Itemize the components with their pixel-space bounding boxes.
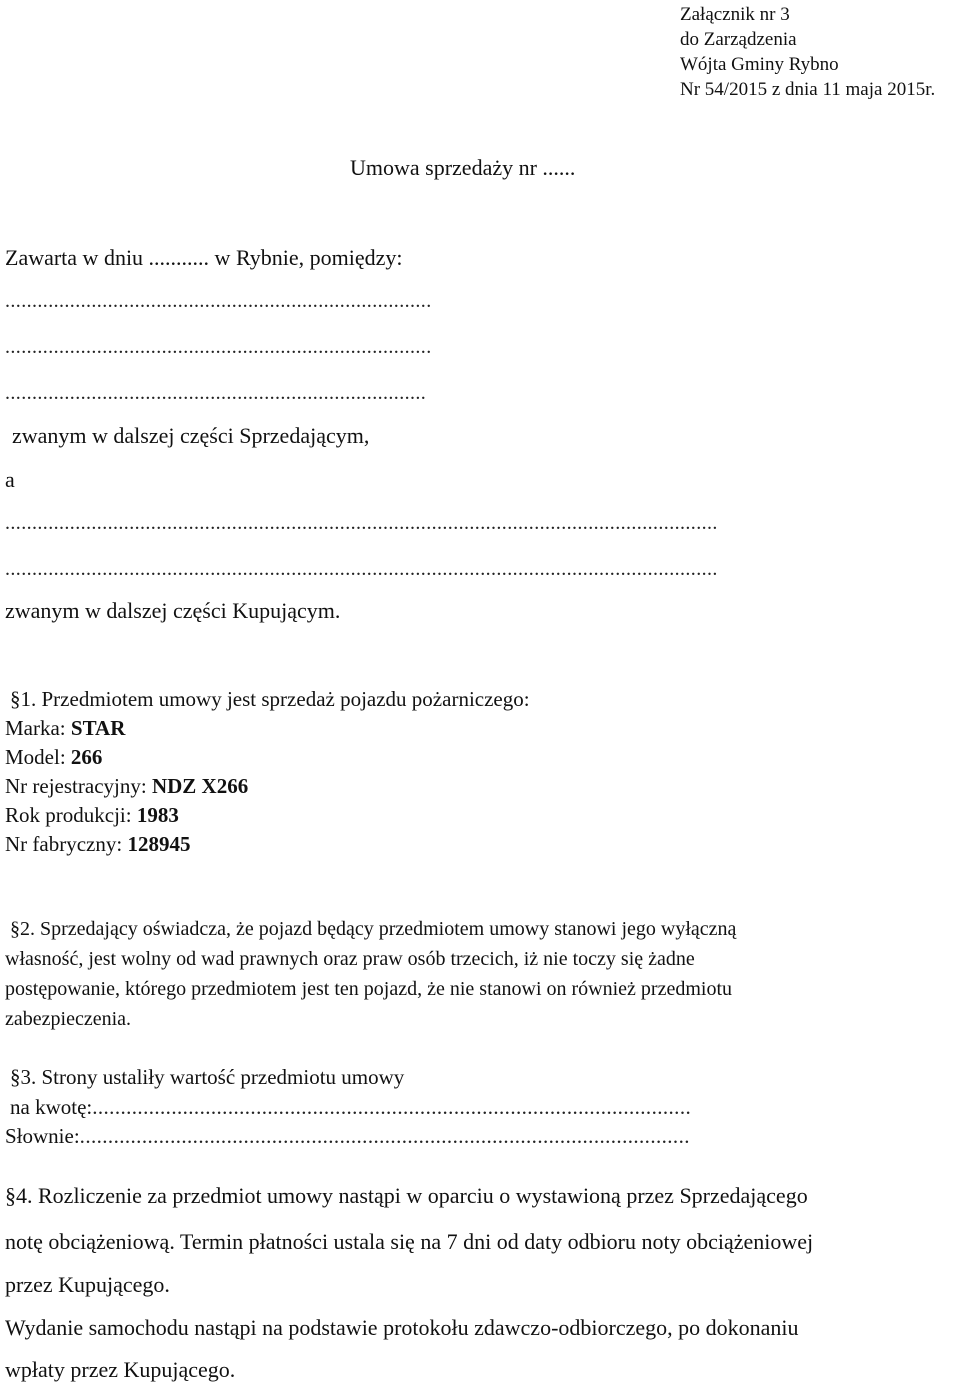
vehicle-year (5, 803, 179, 828)
vehicle-serial-value: 128945 (127, 832, 191, 856)
section-2-line-2: własność, jest wolny od wad prawnych oraz praw osób trzecich, iż nie toczy się żadne (5, 948, 695, 970)
vehicle-year-value: 1983 (136, 803, 179, 827)
vehicle-make-value: STAR (70, 716, 126, 740)
section-4-line-4: Wydanie samochodu nastąpi na podstawie protokołu zdawczo-odbiorczego, po dokonaniu (5, 1315, 799, 1340)
vehicle-registration-value: NDZ X266 (151, 774, 249, 798)
seller-line-2: ............................................................................... (5, 336, 432, 358)
conjunction: a (5, 467, 15, 492)
vehicle-registration (5, 774, 248, 799)
amount-words-label: Słownie: (5, 1124, 80, 1148)
attachment-order: do Zarządzenia (680, 29, 797, 50)
vehicle-make-label: Marka: (5, 716, 71, 740)
buyer-role: zwanym w dalszej części Kupującym. (5, 598, 341, 623)
vehicle-model-value: 266 (70, 745, 103, 769)
section-4-line-1: §4. Rozliczenie za przedmiot umowy nastąpi w oparciu o wystawioną przez Sprzedającego (5, 1183, 808, 1208)
section-3-heading: §3. Strony ustaliły wartość przedmiotu umowy (10, 1065, 405, 1089)
section-4-line-2: notę obciążeniową. Termin płatności ustala się na 7 dni od daty odbioru noty obciążeniowej (5, 1229, 814, 1254)
vehicle-serial (5, 832, 190, 857)
section-2-line-3: postępowanie, którego przedmiotem jest ten pojazd, że nie stanowi on również przedmiotu (5, 978, 733, 1000)
section-4-line-3: przez Kupującego. (5, 1272, 170, 1297)
seller-role: zwanym w dalszej części Sprzedającym, (12, 423, 370, 448)
seller-line-1: ............................................................................... (5, 290, 432, 312)
section-2-line-1: §2. Sprzedający oświadcza, że pojazd będący przedmiotem umowy stanowi jego wyłączną (10, 918, 737, 940)
amount-words-row (5, 1124, 690, 1149)
amount-row (10, 1095, 691, 1120)
vehicle-model (5, 745, 102, 770)
amount-blank: .......................................................................................................... (92, 1095, 692, 1119)
section-4-line-5: wpłaty przez Kupującego. (5, 1357, 236, 1382)
vehicle-registration-label: Nr rejestracyjny: (5, 774, 152, 798)
buyer-line-2: .................................................................................................................................... (5, 558, 718, 580)
section-2-line-4: zabezpieczenia. (5, 1008, 132, 1030)
vehicle-serial-label: Nr fabryczny: (5, 832, 128, 856)
attachment-reference: Nr 54/2015 z dnia 11 maja 2015r. (680, 79, 936, 100)
vehicle-year-label: Rok produkcji: (5, 803, 137, 827)
vehicle-model-label: Model: (5, 745, 71, 769)
amount-words-blank: ............................................................................................................ (79, 1124, 690, 1148)
attachment-authority: Wójta Gminy Rybno (680, 54, 839, 75)
seller-line-3: .............................................................................. (5, 382, 427, 404)
amount-label: na kwotę: (10, 1095, 93, 1119)
vehicle-make (5, 716, 125, 741)
attachment-number: Załącznik nr 3 (680, 4, 790, 25)
buyer-line-1: .................................................................................................................................... (5, 512, 718, 534)
contract-title: Umowa sprzedaży nr ...... (350, 155, 576, 180)
contract-intro: Zawarta w dniu ........... w Rybnie, pomiędzy: (5, 245, 403, 270)
section-1-heading: §1. Przedmiotem umowy jest sprzedaż pojazdu pożarniczego: (10, 687, 530, 711)
